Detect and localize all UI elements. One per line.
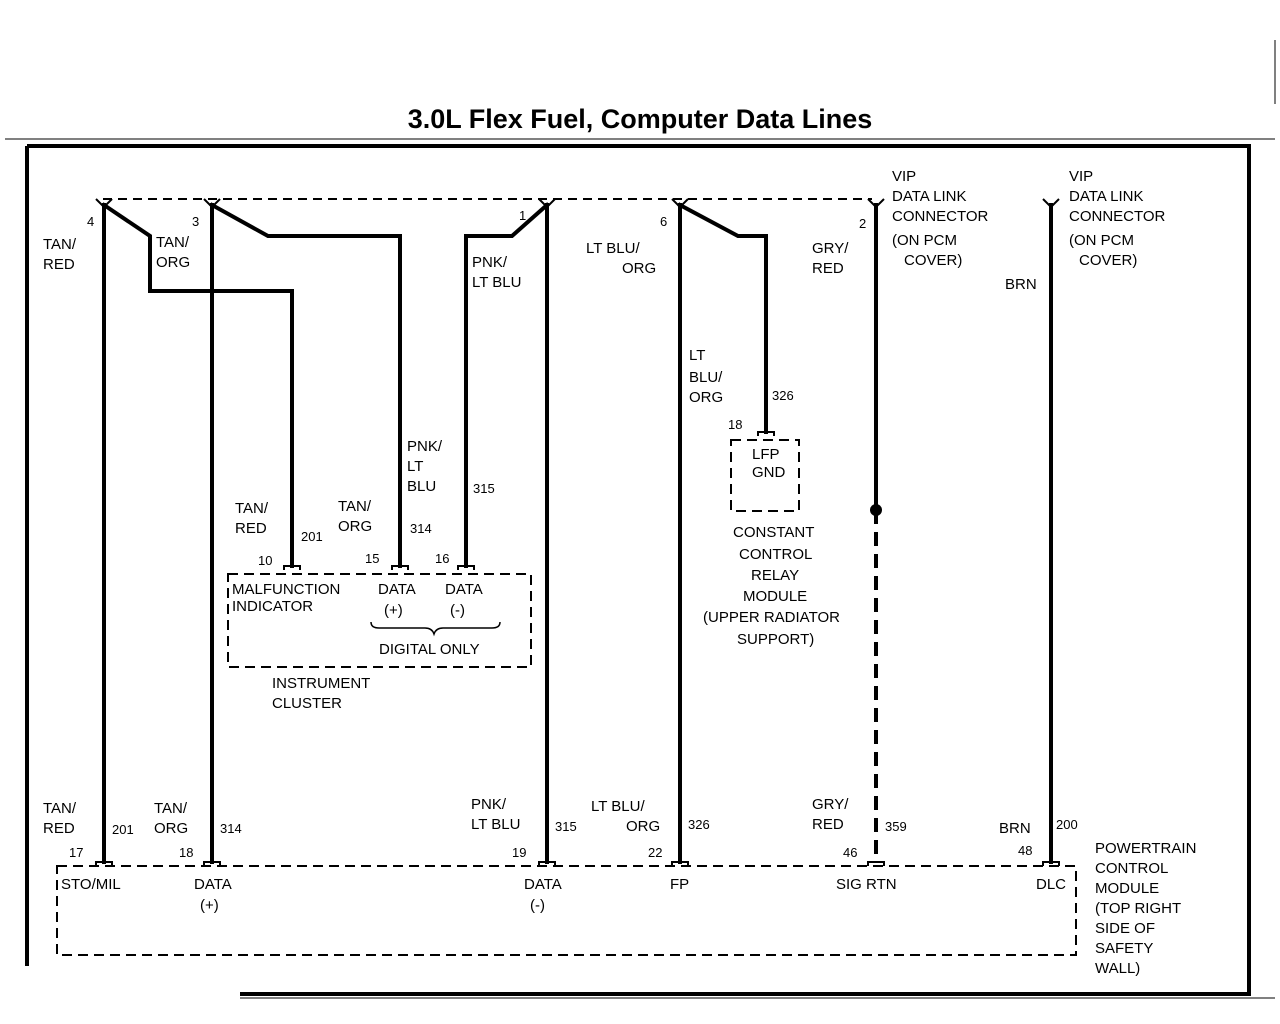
vip-connector-label-2 xyxy=(1069,168,1166,269)
svg-text:LT: LT xyxy=(407,458,424,475)
svg-text:CONTROL: CONTROL xyxy=(739,546,813,563)
svg-text:PNK/: PNK/ xyxy=(407,438,443,455)
svg-text:POWERTRAIN: POWERTRAIN xyxy=(1095,840,1197,857)
cluster-wire-labels xyxy=(235,438,495,544)
top-pin-4: 4 xyxy=(87,214,95,229)
svg-text:315: 315 xyxy=(473,481,495,496)
page-title: 3.0L Flex Fuel, Computer Data Lines xyxy=(407,104,873,134)
cluster-pin-15: 15 xyxy=(365,551,380,566)
svg-text:DATA LINK: DATA LINK xyxy=(892,188,967,205)
svg-text:SIG RTN: SIG RTN xyxy=(836,876,897,893)
svg-text:PNK/: PNK/ xyxy=(471,796,507,813)
svg-text:ORG: ORG xyxy=(156,254,191,271)
top-pin-3: 3 xyxy=(192,214,200,229)
pcm-pin-19: 19 xyxy=(512,845,527,860)
svg-text:LFP: LFP xyxy=(752,446,780,463)
connector-terminals xyxy=(96,432,1059,866)
svg-text:VIP: VIP xyxy=(892,168,917,185)
svg-text:MODULE: MODULE xyxy=(1095,880,1160,897)
svg-text:RELAY: RELAY xyxy=(751,567,800,584)
svg-text:TAN/: TAN/ xyxy=(43,800,77,817)
svg-text:ORG: ORG xyxy=(626,818,661,835)
svg-text:201: 201 xyxy=(112,822,134,837)
svg-text:DATA: DATA xyxy=(378,581,416,598)
svg-text:ORG: ORG xyxy=(622,260,657,277)
svg-text:RED: RED xyxy=(43,820,75,837)
pcm-pin-48: 48 xyxy=(1018,843,1033,858)
cluster-pin-10: 10 xyxy=(258,553,273,568)
svg-text:INDICATOR: INDICATOR xyxy=(232,598,314,615)
svg-text:TAN/: TAN/ xyxy=(156,234,190,251)
svg-text:ORG: ORG xyxy=(154,820,189,837)
svg-text:LT BLU: LT BLU xyxy=(471,816,521,833)
svg-text:COVER): COVER) xyxy=(904,252,963,269)
pcm-pin-18: 18 xyxy=(179,845,194,860)
svg-text:LT BLU/: LT BLU/ xyxy=(586,240,640,257)
relay-pin-18: 18 xyxy=(728,417,743,432)
top-pin-2: 2 xyxy=(859,216,867,231)
svg-text:GRY/: GRY/ xyxy=(812,796,849,813)
svg-text:TAN/: TAN/ xyxy=(338,498,372,515)
svg-text:315: 315 xyxy=(555,819,577,834)
svg-text:359: 359 xyxy=(885,819,907,834)
svg-text:RED: RED xyxy=(812,260,844,277)
svg-text:DATA: DATA xyxy=(194,876,232,893)
svg-text:RED: RED xyxy=(43,256,75,273)
svg-text:CONNECTOR: CONNECTOR xyxy=(892,208,989,225)
svg-text:(TOP RIGHT: (TOP RIGHT xyxy=(1095,900,1182,917)
svg-text:TAN/: TAN/ xyxy=(235,500,269,517)
svg-text:LT BLU: LT BLU xyxy=(472,274,522,291)
wire-color-labels-top xyxy=(43,234,1037,406)
svg-text:INSTRUMENT: INSTRUMENT xyxy=(272,675,371,692)
svg-text:SIDE OF: SIDE OF xyxy=(1095,920,1156,937)
svg-text:BRN: BRN xyxy=(999,820,1031,837)
svg-text:326: 326 xyxy=(772,388,794,403)
svg-text:LT BLU/: LT BLU/ xyxy=(591,798,645,815)
svg-text:DLC: DLC xyxy=(1036,876,1067,893)
svg-text:COVER): COVER) xyxy=(1079,252,1138,269)
svg-text:DIGITAL ONLY: DIGITAL ONLY xyxy=(379,641,480,658)
svg-text:MODULE: MODULE xyxy=(743,588,808,605)
svg-text:CONTROL: CONTROL xyxy=(1095,860,1169,877)
pcm-wire-labels xyxy=(43,796,1078,837)
top-pin-1: 1 xyxy=(519,208,527,223)
svg-text:314: 314 xyxy=(220,821,242,836)
svg-text:(UPPER RADIATOR: (UPPER RADIATOR xyxy=(703,609,840,626)
svg-text:(ON PCM: (ON PCM xyxy=(1069,232,1134,249)
svg-text:314: 314 xyxy=(410,521,432,536)
svg-text:ORG: ORG xyxy=(689,389,724,406)
svg-text:CLUSTER: CLUSTER xyxy=(272,695,343,712)
svg-text:LT: LT xyxy=(689,347,706,364)
powertrain-control-module xyxy=(61,840,1196,977)
svg-text:DATA: DATA xyxy=(445,581,483,598)
svg-text:201: 201 xyxy=(301,529,323,544)
svg-text:(-): (-) xyxy=(530,897,545,914)
svg-text:GRY/: GRY/ xyxy=(812,240,849,257)
pcm-pin-22: 22 xyxy=(648,845,663,860)
svg-text:DATA LINK: DATA LINK xyxy=(1069,188,1144,205)
svg-text:PNK/: PNK/ xyxy=(472,254,508,271)
svg-text:(-): (-) xyxy=(450,602,465,619)
svg-text:VIP: VIP xyxy=(1069,168,1094,185)
svg-text:BLU/: BLU/ xyxy=(689,369,723,386)
splice-dot xyxy=(870,504,882,516)
svg-text:TAN/: TAN/ xyxy=(154,800,188,817)
svg-text:(+): (+) xyxy=(200,897,219,914)
digital-only-brace xyxy=(371,622,500,634)
svg-text:TAN/: TAN/ xyxy=(43,236,77,253)
svg-text:(ON PCM: (ON PCM xyxy=(892,232,957,249)
svg-text:RED: RED xyxy=(812,816,844,833)
svg-text:STO/MIL: STO/MIL xyxy=(61,876,121,893)
svg-text:ORG: ORG xyxy=(338,518,373,535)
svg-text:CONNECTOR: CONNECTOR xyxy=(1069,208,1166,225)
svg-text:BLU: BLU xyxy=(407,478,437,495)
instrument-cluster xyxy=(232,551,483,712)
cluster-pin-16: 16 xyxy=(435,551,450,566)
svg-text:SUPPORT): SUPPORT) xyxy=(737,631,815,648)
svg-text:(+): (+) xyxy=(384,602,403,619)
svg-text:326: 326 xyxy=(688,817,710,832)
svg-text:GND: GND xyxy=(752,464,786,481)
svg-text:200: 200 xyxy=(1056,817,1078,832)
vip-connector-label-1 xyxy=(892,168,989,269)
svg-text:CONSTANT: CONSTANT xyxy=(733,524,815,541)
svg-text:SAFETY: SAFETY xyxy=(1095,940,1154,957)
pcm-pin-46: 46 xyxy=(843,845,858,860)
svg-text:RED: RED xyxy=(235,520,267,537)
pcm-pin-17: 17 xyxy=(69,845,84,860)
svg-text:WALL): WALL) xyxy=(1095,960,1141,977)
svg-text:FP: FP xyxy=(670,876,690,893)
relay-module xyxy=(703,417,840,648)
svg-text:BRN: BRN xyxy=(1005,276,1037,293)
svg-text:DATA: DATA xyxy=(524,876,562,893)
svg-text:MALFUNCTION: MALFUNCTION xyxy=(232,581,341,598)
top-pin-6: 6 xyxy=(660,214,668,229)
